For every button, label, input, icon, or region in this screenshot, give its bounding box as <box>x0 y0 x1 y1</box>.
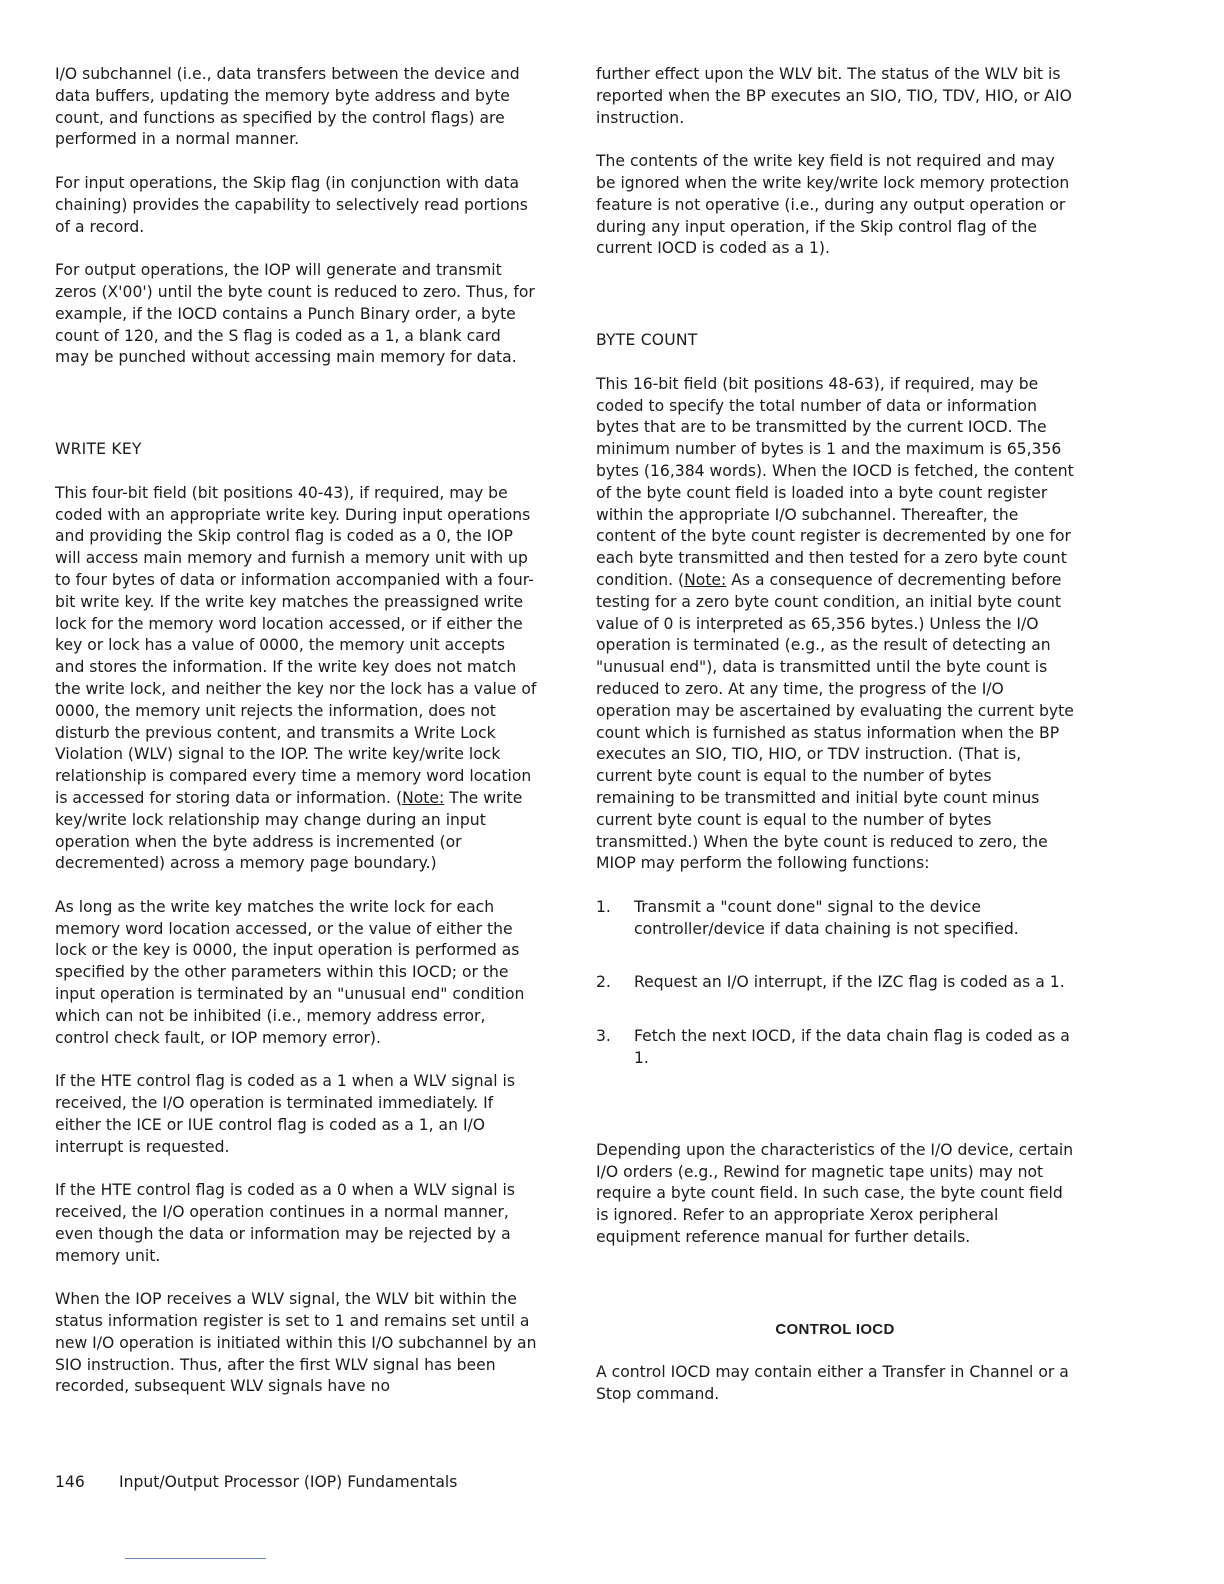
paragraph: The contents of the write key field is not required and may be ignored when the write key/write lock memory protection feature is not operative (i.e., during any output operation or during any input operation, if the Skip control flag of the current IOCD is coded as a 1). <box>596 152 1070 258</box>
function-list <box>596 897 1074 1070</box>
item-text: Transmit a "count done" signal to the device controller/device if data chaining is not specified. <box>634 897 1019 938</box>
paragraph: If the HTE control flag is coded as a 0 when a WLV signal is received, the I/O operation continues in a normal manner, even though the data or information may be rejected by a memory unit. <box>55 1181 515 1265</box>
page-footer <box>55 1472 457 1494</box>
item-text: Fetch the next IOCD, if the data chain flag is coded as a 1. <box>634 1027 1070 1068</box>
item-text: Request an I/O interrupt, if the IZC flag is coded as a 1. <box>634 973 1065 992</box>
paragraph <box>596 374 1074 875</box>
paragraph: When the IOP receives a WLV signal, the WLV bit within the status information register is set to 1 and remains set until a new I/O operation is initiated within this I/O subchannel by an SIO instruction. Thus, after the first WLV signal has been recorded, subsequent WLV signals have no <box>55 1290 537 1396</box>
list-item <box>596 1026 1074 1070</box>
list-item <box>596 972 1074 994</box>
right-column <box>596 64 1074 1406</box>
text-run: The write key/write lock relationship may change during an input operation when the byte address is incremented (or decremented) across a memory page boundary.) <box>55 788 523 873</box>
text-run: As a consequence of decrementing before testing for a zero byte count condition, an initial byte count value of 0 is interpreted as 65,356 bytes.) Unless the I/O operation is terminated (e.g., as the result of detecting an "unusual end"), data is transmitted until the byte count is reduced to zero. At any time, the progress of the I/O operation may be ascertained by evaluating the current byte count which is furnished as status information when the BP executes an SIO, TIO, HIO, or TDV instruction. (That is, current byte count is equal to the number of bytes remaining to be transmitted and initial byte count minus current byte count is equal to the number of bytes transmitted.) When the byte count is reduced to zero, the MIOP may perform the following functions: <box>596 570 1074 873</box>
paragraph: A control IOCD may contain either a Transfer in Channel or a Stop command. <box>596 1363 1069 1404</box>
divider <box>125 1558 266 1559</box>
note-label: Note: <box>684 570 727 589</box>
item-number: 2. <box>596 973 611 992</box>
paragraph: I/O subchannel (i.e., data transfers between the device and data buffers, updating the memory byte address and byte count, and functions as specified by the control flags) are performed in a normal manner. <box>55 65 520 149</box>
paragraph: For input operations, the Skip flag (in conjunction with data chaining) provides the capability to selectively read portions of a record. <box>55 173 528 236</box>
item-number: 3. <box>596 1027 611 1046</box>
paragraph: Depending upon the characteristics of the I/O device, certain I/O orders (e.g., Rewind for magnetic tape units) may not require a byte count field. In such case, the byte count field is ignored. Refer to an appropriate Xerox peripheral equipment reference manual for further details. <box>596 1140 1074 1247</box>
list-item <box>596 897 1074 941</box>
write-key-heading: WRITE KEY <box>55 440 142 459</box>
paragraph: As long as the write key matches the write lock for each memory word location accessed, or the value of either the lock or the key is 0000, the input operation is performed as specified by the other parameters within this IOCD; or the input operation is terminated by an "unusual end" condition which can not be inhibited (i.e., memory address error, control check fault, or IOP memory error). <box>55 897 525 1047</box>
paragraph: If the HTE control flag is coded as a 1 when a WLV signal is received, the I/O operation is terminated immediately. If either the ICE or IUE control flag is coded as a 1, an I/O interrupt is requested. <box>55 1072 515 1156</box>
paragraph: For output operations, the IOP will generate and transmit zeros (X'00') until the byte count is reduced to zero. Thus, for example, if the IOCD contains a Punch Binary order, a byte count of 120, and the S flag is coded as a 1, a blank card may be punched without accessing main memory for data. <box>55 261 535 367</box>
byte-count-heading: BYTE COUNT <box>596 331 698 350</box>
item-number: 1. <box>596 897 611 916</box>
footer-title: Input/Output Processor (IOP) Fundamentals <box>119 1473 458 1491</box>
control-iocd-heading: CONTROL IOCD <box>775 1320 895 1338</box>
text-run: This four-bit field (bit positions 40-43), if required, may be coded with an appropriate write key. During input operations and providing the Skip control flag is coded as a 0, the IOP will access main memory and furnish a memory unit with up to four bytes of data or information accompanied with a four-bit write key. If the write key matches the preassigned write lock for the memory word location accessed, or if either the key or lock has a value of 0000, the memory unit accepts and stores the information. If the write key does not match the write lock, and neither the key nor the lock has a value of 0000, the memory unit rejects the information, does not disturb the previous content, and transmits a Write Lock Violation (WLV) signal to the IOP. The write key/write lock relationship is compared every time a memory word location is accessed for storing data or information. ( <box>55 483 537 807</box>
page-number: 146 <box>55 1473 85 1491</box>
note-label: Note: <box>402 788 445 807</box>
paragraph <box>55 483 537 875</box>
text-run: This 16-bit field (bit positions 48-63), if required, may be coded to specify the total number of data or information bytes that are to be transmitted by the current IOCD. The minimum number of bytes is 1 and the maximum is 65,356 bytes (16,384 words). When the IOCD is fetched, the content of the byte count field is loaded into a byte count register within the appropriate I/O subchannel. Thereafter, the content of the byte count register is decremented by one for each byte transmitted and then tested for a zero byte count condition. ( <box>596 374 1074 589</box>
paragraph: further effect upon the WLV bit. The status of the WLV bit is reported when the BP executes an SIO, TIO, TDV, HIO, or AIO instruction. <box>596 65 1072 127</box>
left-column <box>55 64 537 1398</box>
